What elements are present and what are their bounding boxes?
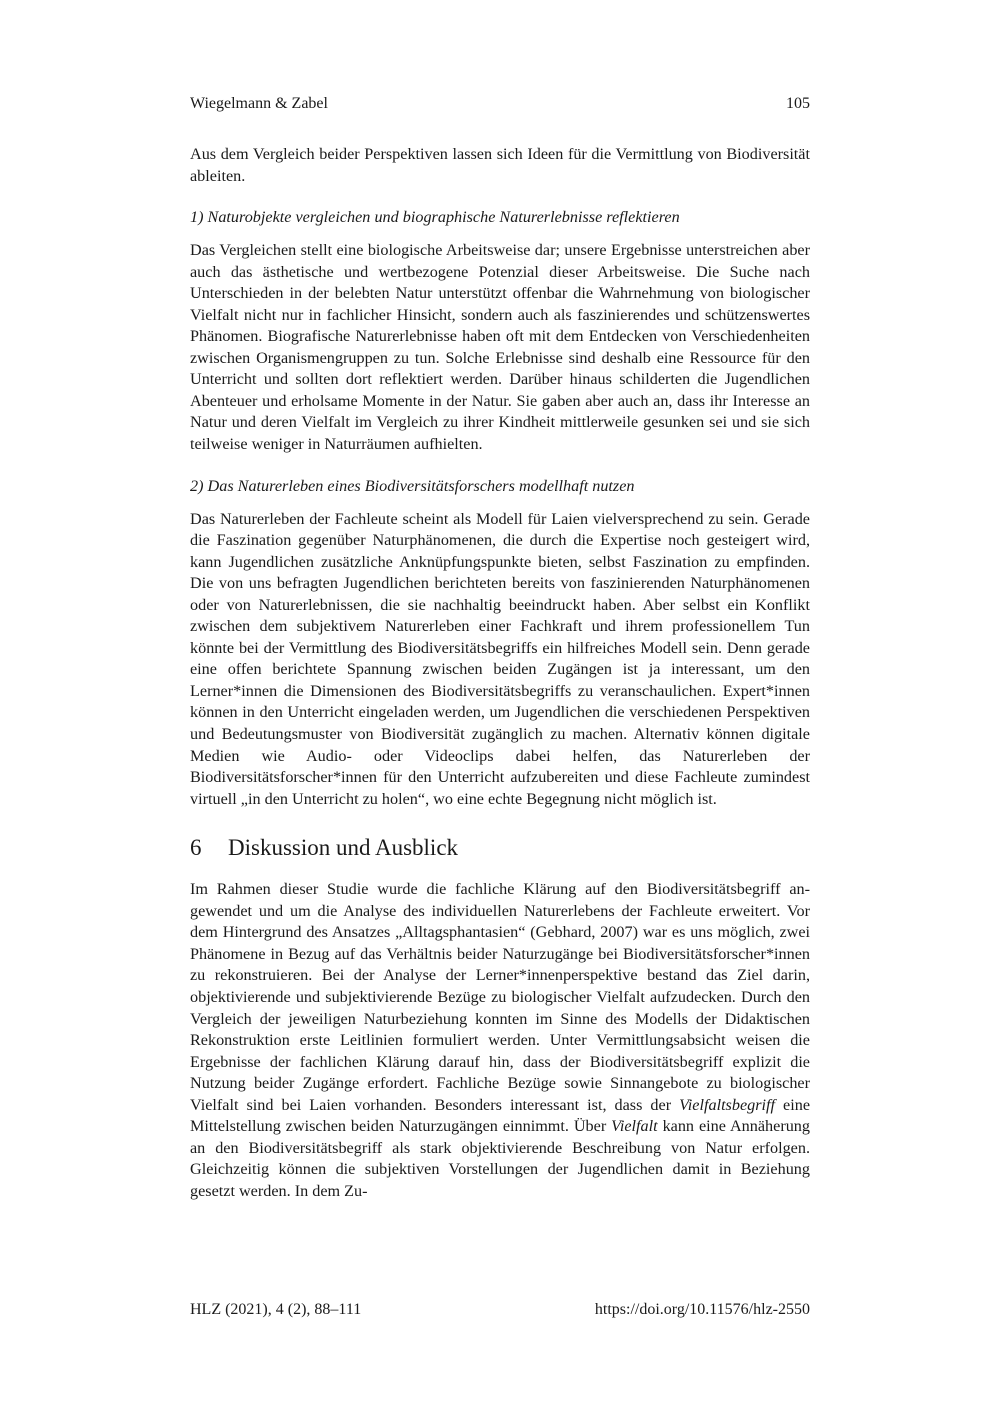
intro-paragraph: Aus dem Vergleich beider Perspektiven lassen sich Ideen für die Vermittlung von Biodiversität ableiten. [190,145,810,185]
subsection-1-paragraph: Das Vergleichen stellt eine biologische Arbeitsweise dar; unsere Ergebnisse unterstreichen aber auch das ästhetische und wertbezogene Potenzial dieser Arbeitsweise. Die Suche nach Unterschieden in der belebten Natur unterstützt offenbar die Wahrnehmung von biologischer Vielfalt nicht nur in fachlicher Hinsicht, sondern auch als faszinierendes und schützenswertes Phänomen. Biografische Naturerlebnisse haben oft mit dem Entdecken von Verschiedenheiten zwischen Organismengruppen zu tun. Solche Erlebnisse sind deshalb eine Ressource für den Unterricht und sollten dort reflektiert werden. Darüber hinaus schilderten die Jugendlichen Abenteuer und erholsame Momente in der Natur. Sie gaben aber auch an, dass ihr Interesse an Natur und deren Vielfalt im Vergleich zu ihrer Kindheit mittlerweile gesunken sei und sie sich teilweise weniger in Naturräumen aufhielten. [190,241,810,454]
doi-link[interactable]: https://doi.org/10.11576/hlz-2550 [594,1301,810,1318]
section-6-text-part1: Im Rahmen dieser Studie wurde die fachliche Klärung auf den Biodiversitätsbegriff angewendet und um die Analyse des individuellen Naturerlebens der Fachleute erweitert. Vor dem Hintergrund des Ansatzes „Alltagsphantasien“ (Gebhard, 2007) war es uns möglich, zwei Phänomene in Bezug auf das Verhältnis beider Naturzugänge bei Biodiversitätsforscher*innen zu rekonstruieren. Bei der Analyse der Lerner*innenperspektive bestand das Ziel darin, objektivierende und subjektivierende Bezüge zu biologischer Vielfalt aufzudecken. Durch den Vergleich der jeweiligen Naturbeziehung konnten im Sinne des Modells der Didaktischen Rekonstruktion erste Leitlinien formuliert werden. Unter Vermittlungsabsicht weisen die Ergebnisse der fachlichen Klärung darauf hin, dass der Biodiversitätsbegriff explizit die Nutzung beider Zugänge erfordert. Fachliche Bezüge sowie Sinnangebote zu biologischer Vielfalt sind bei Laien vorhanden. Besonders interessant ist, dass der [190,880,810,1114]
header-authors: Wiegelmann & Zabel [190,95,328,112]
footer-citation: HLZ (2021), 4 (2), 88–111 [190,1301,362,1318]
emphasis-vielfaltsbegriff: Vielfaltsbegriff [679,1095,776,1114]
emphasis-vielfalt: Vielfalt [611,1117,658,1136]
section-title: Diskussion und Ausblick [228,835,459,861]
subsection-2-heading: 2) Das Naturerleben eines Biodiversitätsforschers modellhaft nutzen [190,476,635,495]
section-6-paragraph [190,879,810,1202]
subsection-1-heading: 1) Naturobjekte vergleichen und biographische Naturerlebnisse reflektieren [190,208,680,227]
section-6-text-part3: kann eine Annäherung an den Biodiversitätsbegriff als stark objektivierende Beschreibung von Natur erfolgen. Gleichzeitig können die subjektiven Vorstellungen der Jugendlichen damit in Beziehung gesetzt werden. In dem Zu- [190,1117,810,1200]
page-number: 105 [786,95,810,112]
running-footer [190,1300,810,1320]
section-number: 6 [190,835,202,861]
section-6-heading [190,834,810,862]
running-header [190,94,810,114]
subsection-2-paragraph: Das Naturerleben der Fachleute scheint als Modell für Laien vielversprechend zu sein. Gerade die Faszination gegenüber Naturphänomenen, die durch die Expertise noch gesteigert wird, kann Jugendlichen zusätzliche Anknüpfungspunkte bieten, selbst Faszination zu empfinden. Die von uns befragten Jugendlichen berichteten bereits von faszinierenden Naturphänomenen oder von Naturerlebnissen, die sie nachhaltig beeindruckt haben. Aber selbst ein Konflikt zwischen dem subjektivem Naturerleben einer Fachkraft und ihrem professionellem Tun könnte bei der Vermittlung des Biodiversitätsbegriffs ein hilfreiches Modell sein. Denn gerade eine offen berichtete Spannung zwischen beiden Zugängen ist ja interessant, um den Lerner*innen die Dimensionen des Biodiversitätsbegriffs zu veranschaulichen. Expert*innen können in den Unterricht eingeladen werden, um Jugendlichen die verschiedenen Perspektiven und Bedeutungsmuster von Biodiversität zugänglich zu machen. Alternativ können digitale Medien wie Audio- oder Videoclips dabei helfen, das Naturerleben der Biodiversitätsforscher*innen für den Unterricht aufzubereiten und diese Fachleute zumindest virtuell „in den Unterricht zu holen“, wo eine echte Begegnung nicht möglich ist. [190,509,810,808]
section-6-text-part2: eine Mittelstellung zwischen beiden Naturzugängen einnimmt. Über [190,1095,811,1136]
page-body [190,144,810,1202]
